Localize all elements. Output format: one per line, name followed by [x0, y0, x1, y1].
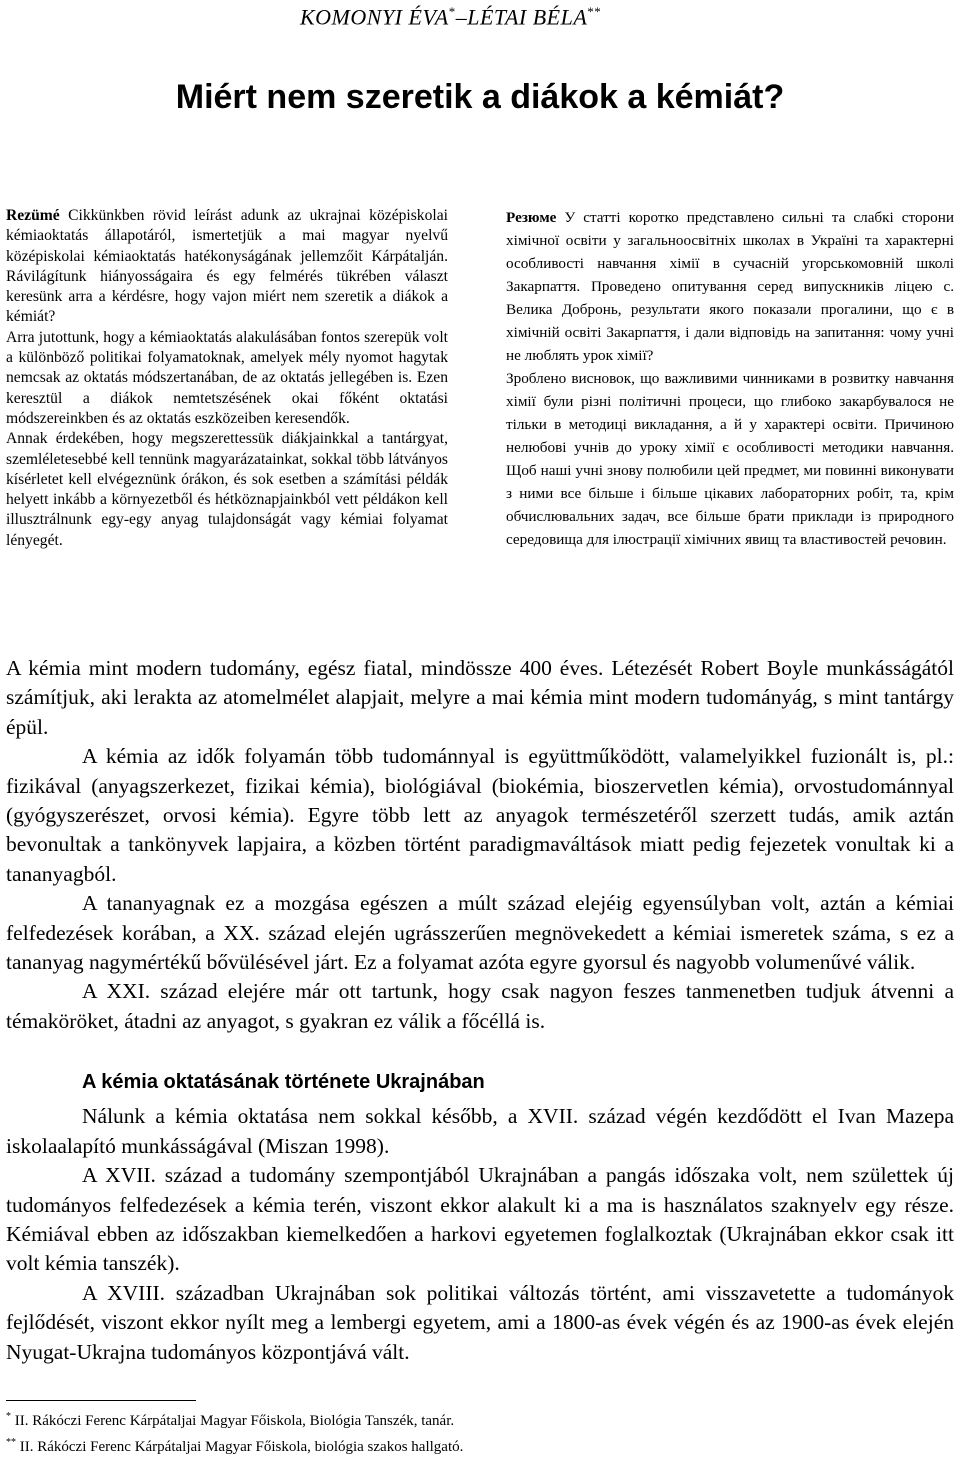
section-heading: A kémia oktatásának története Ukrajnában	[82, 1071, 485, 1094]
abstract-hu-p3: Annak érdekében, hogy megszerettessük diákjainkkal a tantárgyat, szemléletesebbé kell tennünk magyarázatainkat, sokkal több látványos kísérletet kell elvégeznünk órákon, és sok esetben a számítási példák helyett inkább a környezetből és hétköznapjainkból vett példákon kell illusztrálnunk egy-egy anyag tulajdonságát vagy kémiai folyamat lényegét.	[6, 430, 448, 549]
footnote-2-text: II. Rákóczi Ferenc Kárpátaljai Magyar Főiskola, biológia szakos hallgató.	[16, 1439, 464, 1455]
abstract-hu-p1	[6, 206, 448, 328]
footnote-1-text: II. Rákóczi Ferenc Kárpátaljai Magyar Főiskola, Biológia Tanszék, tanár.	[11, 1413, 455, 1429]
author-line	[300, 4, 601, 30]
article-title: Miért nem szeretik a diákok a kémiát?	[175, 78, 785, 116]
body-paragraph: A XVII. század a tudomány szempontjából Ukrajnában a pangás időszaka volt, nem születtek új tudományos felfedezések a kémia terén, viszont ekkor alakult ki a ma is használatos szaknyelv egy része. Kémiával ebben az időszakban kiemelkedően a harkovi egyetemen foglalkoztak (Ukrajnában ekkor csak itt volt kémia tanszék).	[6, 1163, 954, 1276]
footnote-divider	[6, 1400, 196, 1401]
author-1: KOMONYI ÉVA	[300, 4, 449, 30]
footnotes	[6, 1406, 463, 1458]
body-paragraph: A XXI. század elejére már ott tartunk, hogy csak nagyon feszes tanmenetben tudjuk átvenni a témaköröket, átadni az anyagot, s gyakran ez válik a főcéllá is.	[6, 979, 954, 1033]
body-paragraph: Nálunk a kémia oktatása nem sokkal később, a XVII. század végén kezdődött el Ivan Mazepa iskolaalapító munkásságával (Miszan 1998).	[6, 1104, 954, 1158]
author-separator: –	[455, 4, 468, 30]
abstract-ua-p1-text: У статті коротко представлено сильні та слабкі сторони хімічної освіти у загальноосвітніх школах в Україні та характерні особливості навчання хімії в сучасній угорськомовній школі Закарпаття. Проведено опитування серед випускників ліцею с. Велика Добронь, результати якого показали прогалини, що є в хімічній освіті Закарпаття, і дали відповідь на запитання: чому учні не люблять урок хімії?	[506, 209, 954, 364]
footnote-1	[6, 1406, 463, 1432]
article-body	[6, 654, 954, 1367]
abstract-hu-p1-text: Cikkünkben rövid leírást adunk az ukrajnai középiskolai kémiaoktatás állapotáról, ismertetjük a mai magyar nyelvű középiskolai kémiaoktatás hatékonyságának jellemzőit Kárpátalján. Rávilágítunk hiányosságaira és egy felmérés tükrében választ keresünk arra a kérdésre, hogy vajon miért nem szeretik a diákok a kémiát?	[6, 207, 448, 326]
author-1-mark: *	[448, 4, 456, 19]
abstract-ua-p1	[506, 206, 954, 367]
abstract-hu-p2: Arra jutottunk, hogy a kémiaoktatás alakulásában fontos szerepük volt a különböző politikai folyamatoknak, amelyek mély nyomot hagytak nemcsak az oktatás módszertanában, de az oktatás jellegében is. Ezen keresztül a diákok nemtetszésének okai főként oktatási módszereinkben és az oktatás eszközeiben keresendők.	[6, 328, 448, 427]
abstract-ua-p2: Зроблено висновок, що важливими чинниками в розвитку навчання хімії були різні політичні процеси, що глибоко закарбувалося не тільки в методиці викладання, а й у характері освіти. Причиною нелюбові учнів до уроку хімії є особливості методики навчання. Щоб наші учні знову полюбили цей предмет, ми повинні виконувати з ними все більше і більше цікавих лабораторних робіт, та, крім обчислювальних задач, все більше брати приклади із природного середовища для ілюстрації хімічних явищ та властивостей речовин.	[506, 370, 954, 548]
abstract-hu-lead: Rezümé	[6, 207, 60, 224]
abstract-ua-lead: Резюме	[506, 209, 557, 226]
body-paragraph: A XVIII. században Ukrajnában sok politikai változás történt, ami visszavetette a tudományok fejlődését, viszont ekkor nyílt meg a lembergi egyetem, ami a 1800-as évek végén és az 1900-as évek elején Nyugat-Ukrajna tudományos központjává vált.	[6, 1280, 954, 1364]
body-paragraph: A tananyagnak ez a mozgása egészen a múlt század elejéig egyensúlyban volt, aztán a kémiai felfedezések korában, a XX. század elején ugrásszerűen megnövekedett a kémiai ismeretek száma, s ez a tananyag nagymértékű bővülésével járt. Ez a folyamat azóta egyre gyorsul és nagyobb volumenűvé válik.	[6, 891, 954, 975]
body-paragraph: A kémia mint modern tudomány, egész fiatal, mindössze 400 éves. Létezését Robert Boyle munkásságától számítjuk, aki lerakta az atomelmélet alapjait, melyre a mai kémia mint modern tudományág, s mint tantárgy épül.	[6, 656, 954, 739]
abstract-hungarian	[6, 206, 448, 551]
author-2-mark: **	[587, 4, 602, 19]
body-paragraph: A kémia az idők folyamán több tudománnyal is együttműködött, valamelyikkel fuzionált is, pl.: fizikával (anyagszerkezet, fizikai kémia), biológiával (biokémia, bioszervetlen kémia), orvostudománnyal (gyógyszerészet, orvosi kémia). Egyre több lett az anyagok természetéről szerzett tudás, amik aztán bevonultak a tankönyvek lapjaira, a közben történt paradigmaváltások miatt pedig fejezetek vonultak ki a tananyagból.	[6, 744, 954, 886]
footnote-2-mark: **	[6, 1437, 16, 1448]
author-2: LÉTAI BÉLA	[467, 4, 588, 30]
footnote-1-mark: *	[6, 1411, 11, 1422]
abstract-ukrainian	[506, 206, 954, 551]
footnote-2	[6, 1432, 463, 1458]
